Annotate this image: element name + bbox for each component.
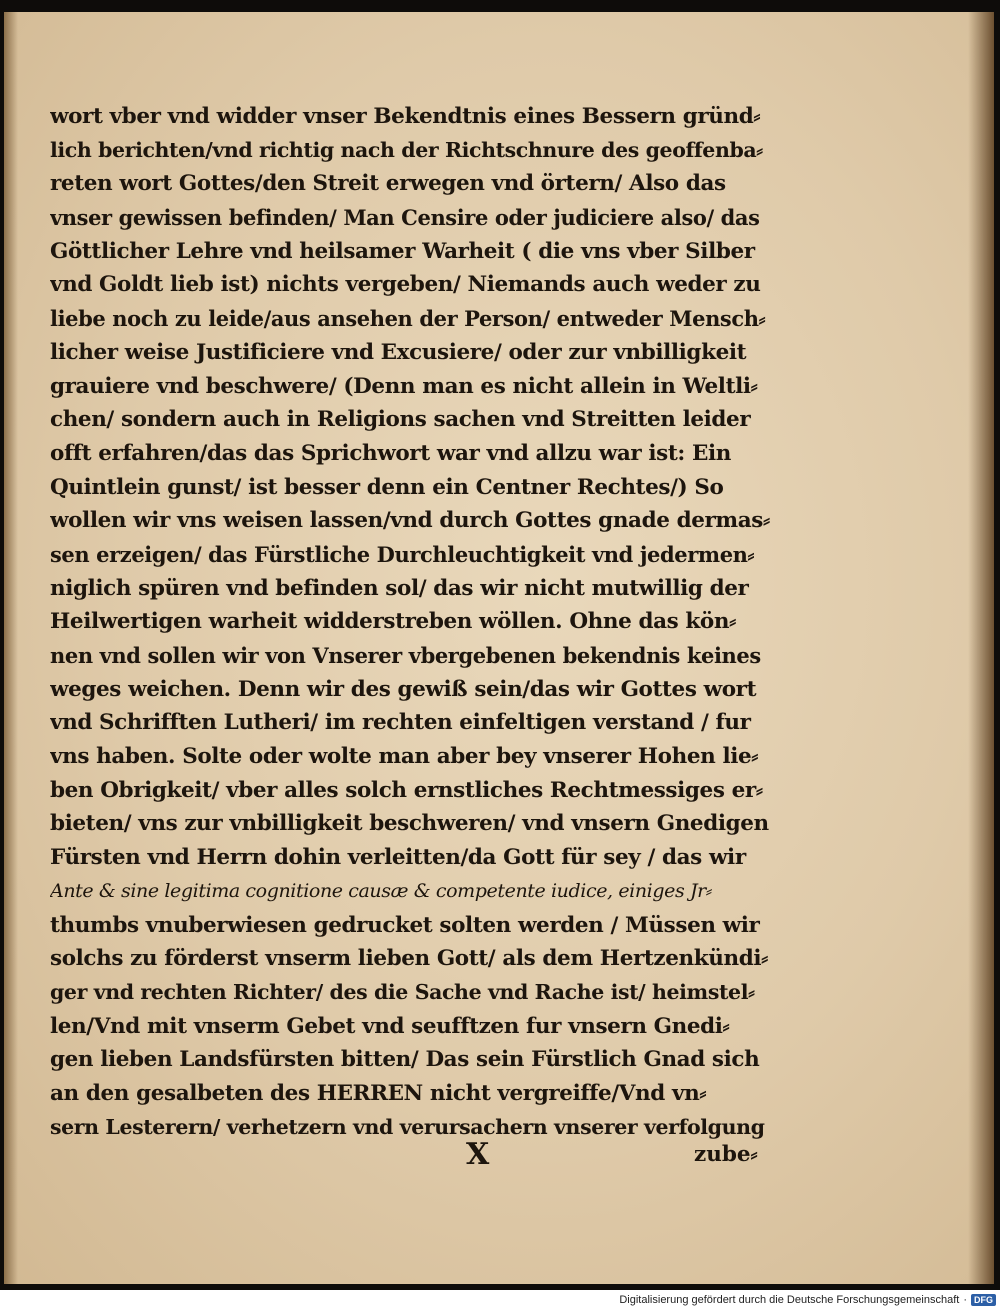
signature-mark: X: [466, 1137, 490, 1172]
text-line: liebe noch zu leide/aus ansehen der Person/ entweder Mensch⸗: [50, 306, 766, 332]
text-line: ger vnd rechten Richter/ des die Sache vnd Rache ist/ heimstel⸗: [50, 979, 755, 1004]
page-binding-shadow: [4, 12, 18, 1284]
text-line: sern Lesterern/ verhetzern vnd verursachern vnserer verfolgung: [50, 1114, 765, 1139]
text-line: Ante & sine legitima cognitione causæ & competente iudice, einiges Jr⸗: [50, 879, 712, 902]
text-line: nen vnd sollen wir von Vnserer vbergebenen bekendnis keines: [50, 643, 761, 668]
footer-separator: ·: [963, 1294, 967, 1306]
text-line: licher weise Justificiere vnd Excusiere/ oder zur vnbilligkeit: [50, 339, 747, 365]
text-line: wollen wir vns weisen lassen/vnd durch Gottes gnade dermas⸗: [50, 508, 770, 534]
text-line: sen erzeigen/ das Fürstliche Durchleuchtigkeit vnd jedermen⸗: [50, 541, 755, 567]
text-line: vnser gewissen befinden/ Man Censire oder judiciere also/ das: [50, 205, 760, 231]
dfg-logo: DFG: [971, 1294, 996, 1306]
text-line: Fürsten vnd Herrn dohin verleitten/da Gott für sey / das wir: [50, 845, 746, 871]
text-line: vnd Schrifften Lutheri/ im rechten einfeltigen verstand / fur: [50, 710, 751, 736]
text-line: reten wort Gottes/den Streit erwegen vnd örtern/ Also das: [50, 171, 726, 197]
text-line: lich berichten/vnd richtig nach der Richtschnure des geoffenba⸗: [50, 137, 763, 162]
text-line: len/Vnd mit vnserm Gebet vnd seufftzen fur vnsern Gnedi⸗: [50, 1013, 730, 1039]
text-line: Göttlicher Lehre vnd heilsamer Warheit ( die vns vber Silber: [50, 238, 755, 264]
text-line: weges weichen. Denn wir des gewiß sein/das wir Gottes wort: [50, 676, 757, 702]
text-line: Quintlein gunst/ ist besser denn ein Centner Rechtes/) So: [50, 474, 724, 500]
text-line: an den gesalbeten des HERREN nicht vergreiffe/Vnd vn⸗: [50, 1080, 707, 1106]
footer: [619, 1292, 996, 1308]
text-line: vnd Goldt lieb ist) nichts vergeben/ Niemands auch weder zu: [50, 272, 761, 298]
text-line: ben Obrigkeit/ vber alles solch ernstliches Rechtmessiges er⸗: [50, 777, 763, 803]
page-edge-shadow: [968, 12, 994, 1284]
catchword: zube⸗: [694, 1142, 758, 1167]
text-line: vns haben. Solte oder wolte man aber bey vnserer Hohen lie⸗: [50, 744, 759, 770]
text-line: wort vber vnd widder vnser Bekendtnis eines Bessern gründ⸗: [50, 104, 761, 129]
text-line: solchs zu förderst vnserm lieben Gott/ als dem Hertzenkündi⸗: [50, 946, 768, 972]
text-line: gen lieben Landsfürsten bitten/ Das sein Fürstlich Gnad sich: [50, 1047, 760, 1073]
text-block: [50, 100, 770, 1144]
text-line: offt erfahren/das das Sprichwort war vnd allzu war ist: Ein: [50, 440, 731, 466]
text-line: thumbs vnuberwiesen gedrucket solten werden / Müssen wir: [50, 912, 760, 938]
text-line: niglich spüren vnd befinden sol/ das wir nicht mutwillig der: [50, 575, 749, 601]
text-line: grauiere vnd beschwere/ (Denn man es nicht allein in Weltli⸗: [50, 373, 758, 399]
text-line: Heilwertigen warheit widderstreben wöllen. Ohne das kön⸗: [50, 609, 736, 635]
book-page: [4, 12, 994, 1284]
text-line: bieten/ vns zur vnbilligkeit beschweren/ vnd vnsern Gnedigen: [50, 811, 769, 837]
footer-credit: Digitalisierung gefördert durch die Deutsche Forschungsgemeinschaft: [619, 1294, 960, 1306]
text-line: chen/ sondern auch in Religions sachen vnd Streitten leider: [50, 407, 751, 433]
